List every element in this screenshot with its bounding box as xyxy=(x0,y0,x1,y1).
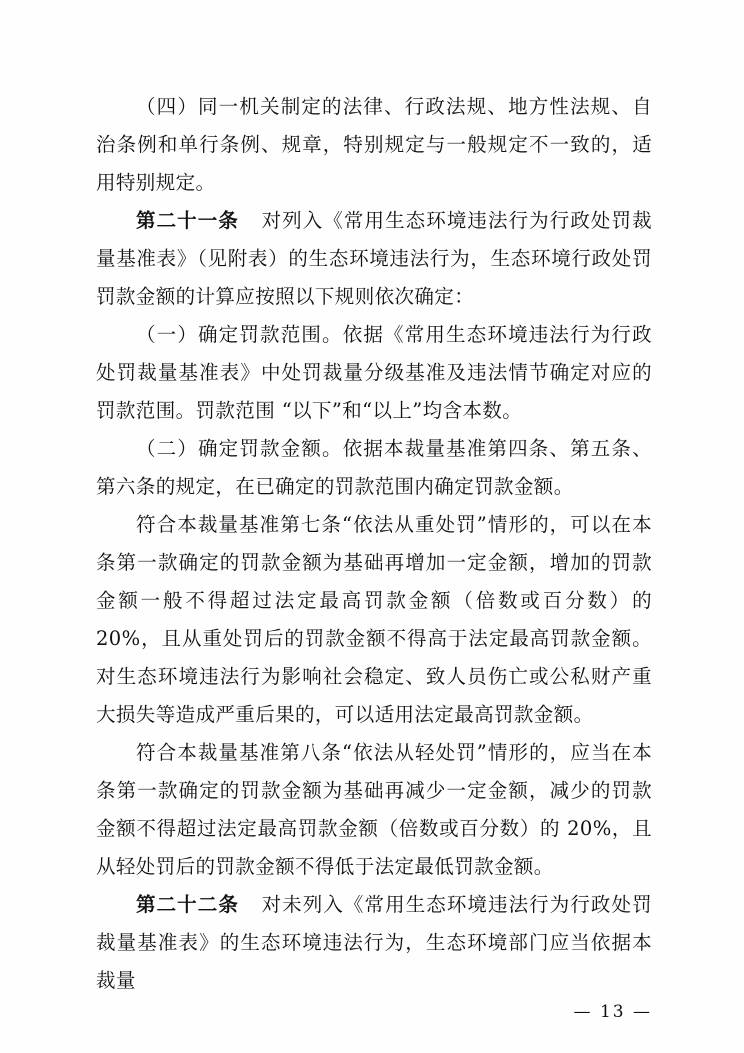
paragraph-article-22 xyxy=(96,886,652,1000)
article-heading-22: 第二十二条 xyxy=(136,893,239,916)
page-number: — 13 — xyxy=(573,1002,652,1022)
paragraph-article-21 xyxy=(96,202,652,316)
paragraph-item-two: （二）确定罚款金额。依据本裁量基准第四条、第五条、第六条的规定，在已确定的罚款范围内确定罚款金额。 xyxy=(96,437,652,498)
article-21-text: 对列入《常用生态环境违法行为行政处罚裁量基准表》（见附表）的生态环境违法行为，生态环境行政处罚罚款金额的计算应按照以下规则依次确定： xyxy=(96,209,652,308)
paragraph-heavier-penalty: 符合本裁量基准第七条“依法从重处罚”情形的，可以在本条第一款确定的罚款金额为基础再增加一定金额，增加的罚款金额一般不得超过法定最高罚款金额（倍数或百分数）的 20%，且从重处罚后的罚款金额不得高于法定最高罚款金额。对生态环境违法行为影响社会稳定、致人员伤亡或公私财产重大损失等造成严重后果的，可以适用法定最高罚款金额。 xyxy=(96,513,652,726)
article-22-text: 对未列入《常用生态环境违法行为行政处罚裁量基准表》的生态环境违法行为，生态环境部门应当依据本裁量 xyxy=(96,893,652,992)
article-heading-21: 第二十一条 xyxy=(136,209,239,232)
paragraph-item-one: （一）确定罚款范围。依据《常用生态环境违法行为行政处罚裁量基准表》中处罚裁量分级基准及违法情节确定对应的罚款范围。罚款范围 “以下”和“以上”均含本数。 xyxy=(96,323,652,422)
paragraph-lighter-penalty: 符合本裁量基准第八条“依法从轻处罚”情形的，应当在本条第一款确定的罚款金额为基础再减少一定金额，减少的罚款金额不得超过法定最高罚款金额（倍数或百分数）的 20%，且从轻处罚后的罚款金额不得低于法定最低罚款金额。 xyxy=(96,741,652,878)
document-body xyxy=(96,88,652,1000)
paragraph-item-four: （四）同一机关制定的法律、行政法规、地方性法规、自治条例和单行条例、规章，特别规定与一般规定不一致的，适用特别规定。 xyxy=(96,95,652,194)
